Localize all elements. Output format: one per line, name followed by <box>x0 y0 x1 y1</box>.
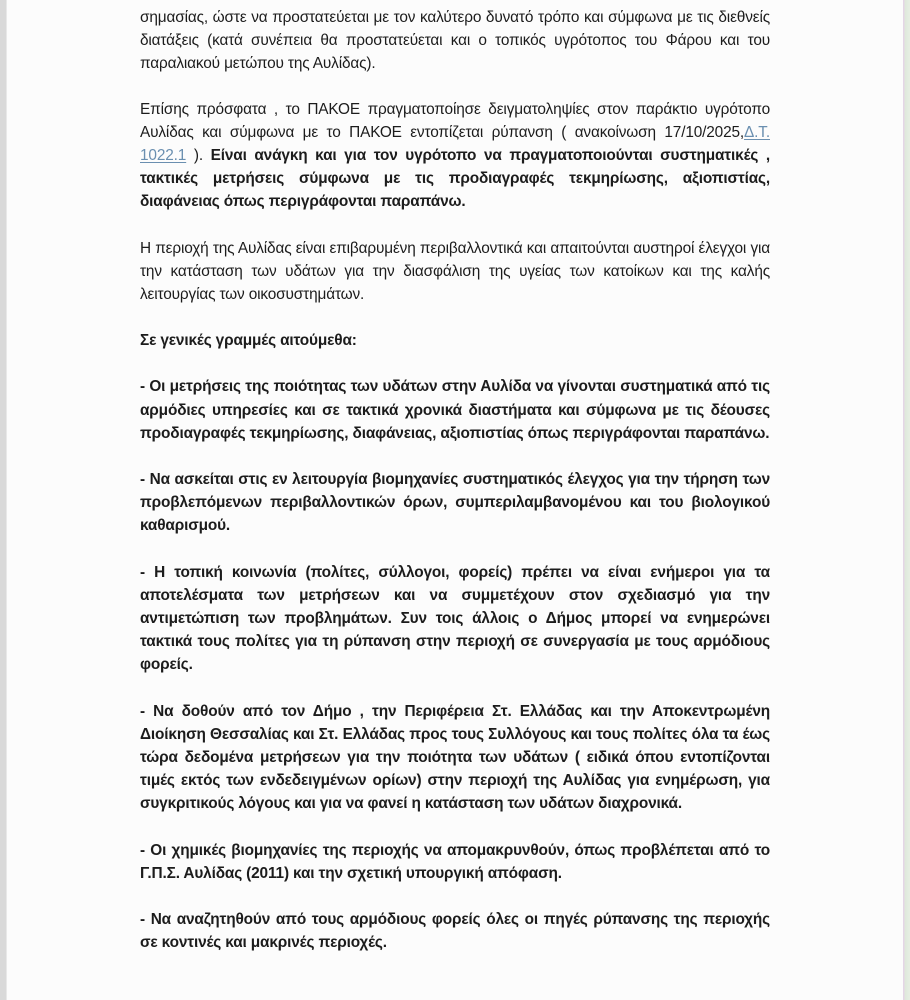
right-page-edge <box>903 0 910 1000</box>
left-page-edge <box>0 0 7 1000</box>
pakoe-bold-statement: Είναι ανάγκη και για τον υγρότοπο να πραγματοποιούνται συστηματικές , τακτικές μετρήσεις σύμφωνα με τις προδιαγραφές τεκμηρίωσης, αξιοπιστίας, διαφάνειας όπως περιγράφονται παραπάνω. <box>140 147 771 211</box>
pakoe-paragraph <box>140 98 770 214</box>
request-item: - Οι χημικές βιομηχανίες της περιοχής να απομακρυνθούν, όπως προβλέπεται από το Γ.Π.Σ. Αυλίδας (2011) και την σχετική υπουργική απόφαση. <box>140 841 770 882</box>
pakoe-text: Επίσης πρόσφατα , το ΠΑΚΟΕ πραγματοποίησε δειγματοληψίες στον παράκτιο υγρότοπο Αυλίδας και σύμφωνα με το ΠΑΚΟΕ εντοπίζεται ρύπανση ( ανακοίνωση 17/10/2025, <box>140 100 770 141</box>
region-paragraph: Η περιοχή της Αυλίδας είναι επιβαρυμένη περιβαλλοντικά και απαιτούνται αυστηροί έλεγχοι για την κατάσταση των υδάτων για την διασφάλιση της υγείας των κατοίκων και της καλής λειτουργίας των οικοσυστημάτων. <box>140 239 770 304</box>
request-item: - Οι μετρήσεις της ποιότητας των υδάτων στην Αυλίδα να γίνονται συστηματικά από τις αρμόδιες υπηρεσίες και σε τακτικά χρονικά διαστήματα και σύμφωνα με τις δέουσες προδιαγραφές τεκμηρίωσης, διαφάνειας, αξιοπιστίας όπως περιγράφονται παραπάνω. <box>140 378 770 442</box>
request-item: - Η τοπική κοινωνία (πολίτες, σύλλογοι, φορείς) πρέπει να είναι ενήμεροι για τα αποτελέσματα των μετρήσεων και να συμμετέχουν στον σχεδιασμό για την αντιμετώπιση των προβλημάτων. Συν τοις άλλοις ο Δήμος μπορεί να ενημερώνει τακτικά τους πολίτες για τη ρύπανση στην περιοχή σε συνεργασία με τους αρμόδιους φορείς. <box>140 563 770 674</box>
pakoe-text-after-link: ). <box>186 147 211 165</box>
request-item: - Να ασκείται στις εν λειτουργία βιομηχανίες συστηματικός έλεγχος για την τήρηση των προβλεπόμενων περιβαλλοντικών όρων, συμπεριλαμβανομένου και του βιολογικού καθαρισμού. <box>140 471 770 535</box>
intro-paragraph: σημασίας, ώστε να προστατεύεται με τον καλύτερο δυνατό τρόπο και σύμφωνα με τις διεθνείς διατάξεις (κατά συνέπεια θα προστατεύεται και ο τοπικός υγρότοπος του Φάρου και του παραλιακού μετώπου της Αυλίδας). <box>140 9 770 73</box>
announcement-link[interactable]: Δ.Τ. 1022.1 <box>140 123 770 165</box>
document-page <box>140 6 770 978</box>
request-item: - Να αναζητηθούν από τους αρμόδιους φορείς όλες οι πηγές ρύπανσης της περιοχής σε κοντινές και μακρινές περιοχές. <box>140 911 770 952</box>
request-item: - Να δοθούν από τον Δήμο , την Περιφέρεια Στ. Ελλάδας και την Αποκεντρωμένη Διοίκηση Θεσσαλίας και Στ. Ελλάδας προς τους Συλλόγους και τους πολίτες όλα τα έως τώρα δεδομένα μετρήσεων για την ποιότητα των υδάτων ( ειδικά όπου εντοπίζονται τιμές εκτός των ενδεδειγμένων ορίων) στην περιοχή της Αυλίδας για ενημέρωση, για συγκριτικούς λόγους και για να φανεί η κατάσταση των υδάτων διαχρονικά. <box>140 702 770 813</box>
requests-heading: Σε γενικές γραμμές αιτούμεθα: <box>140 332 357 350</box>
